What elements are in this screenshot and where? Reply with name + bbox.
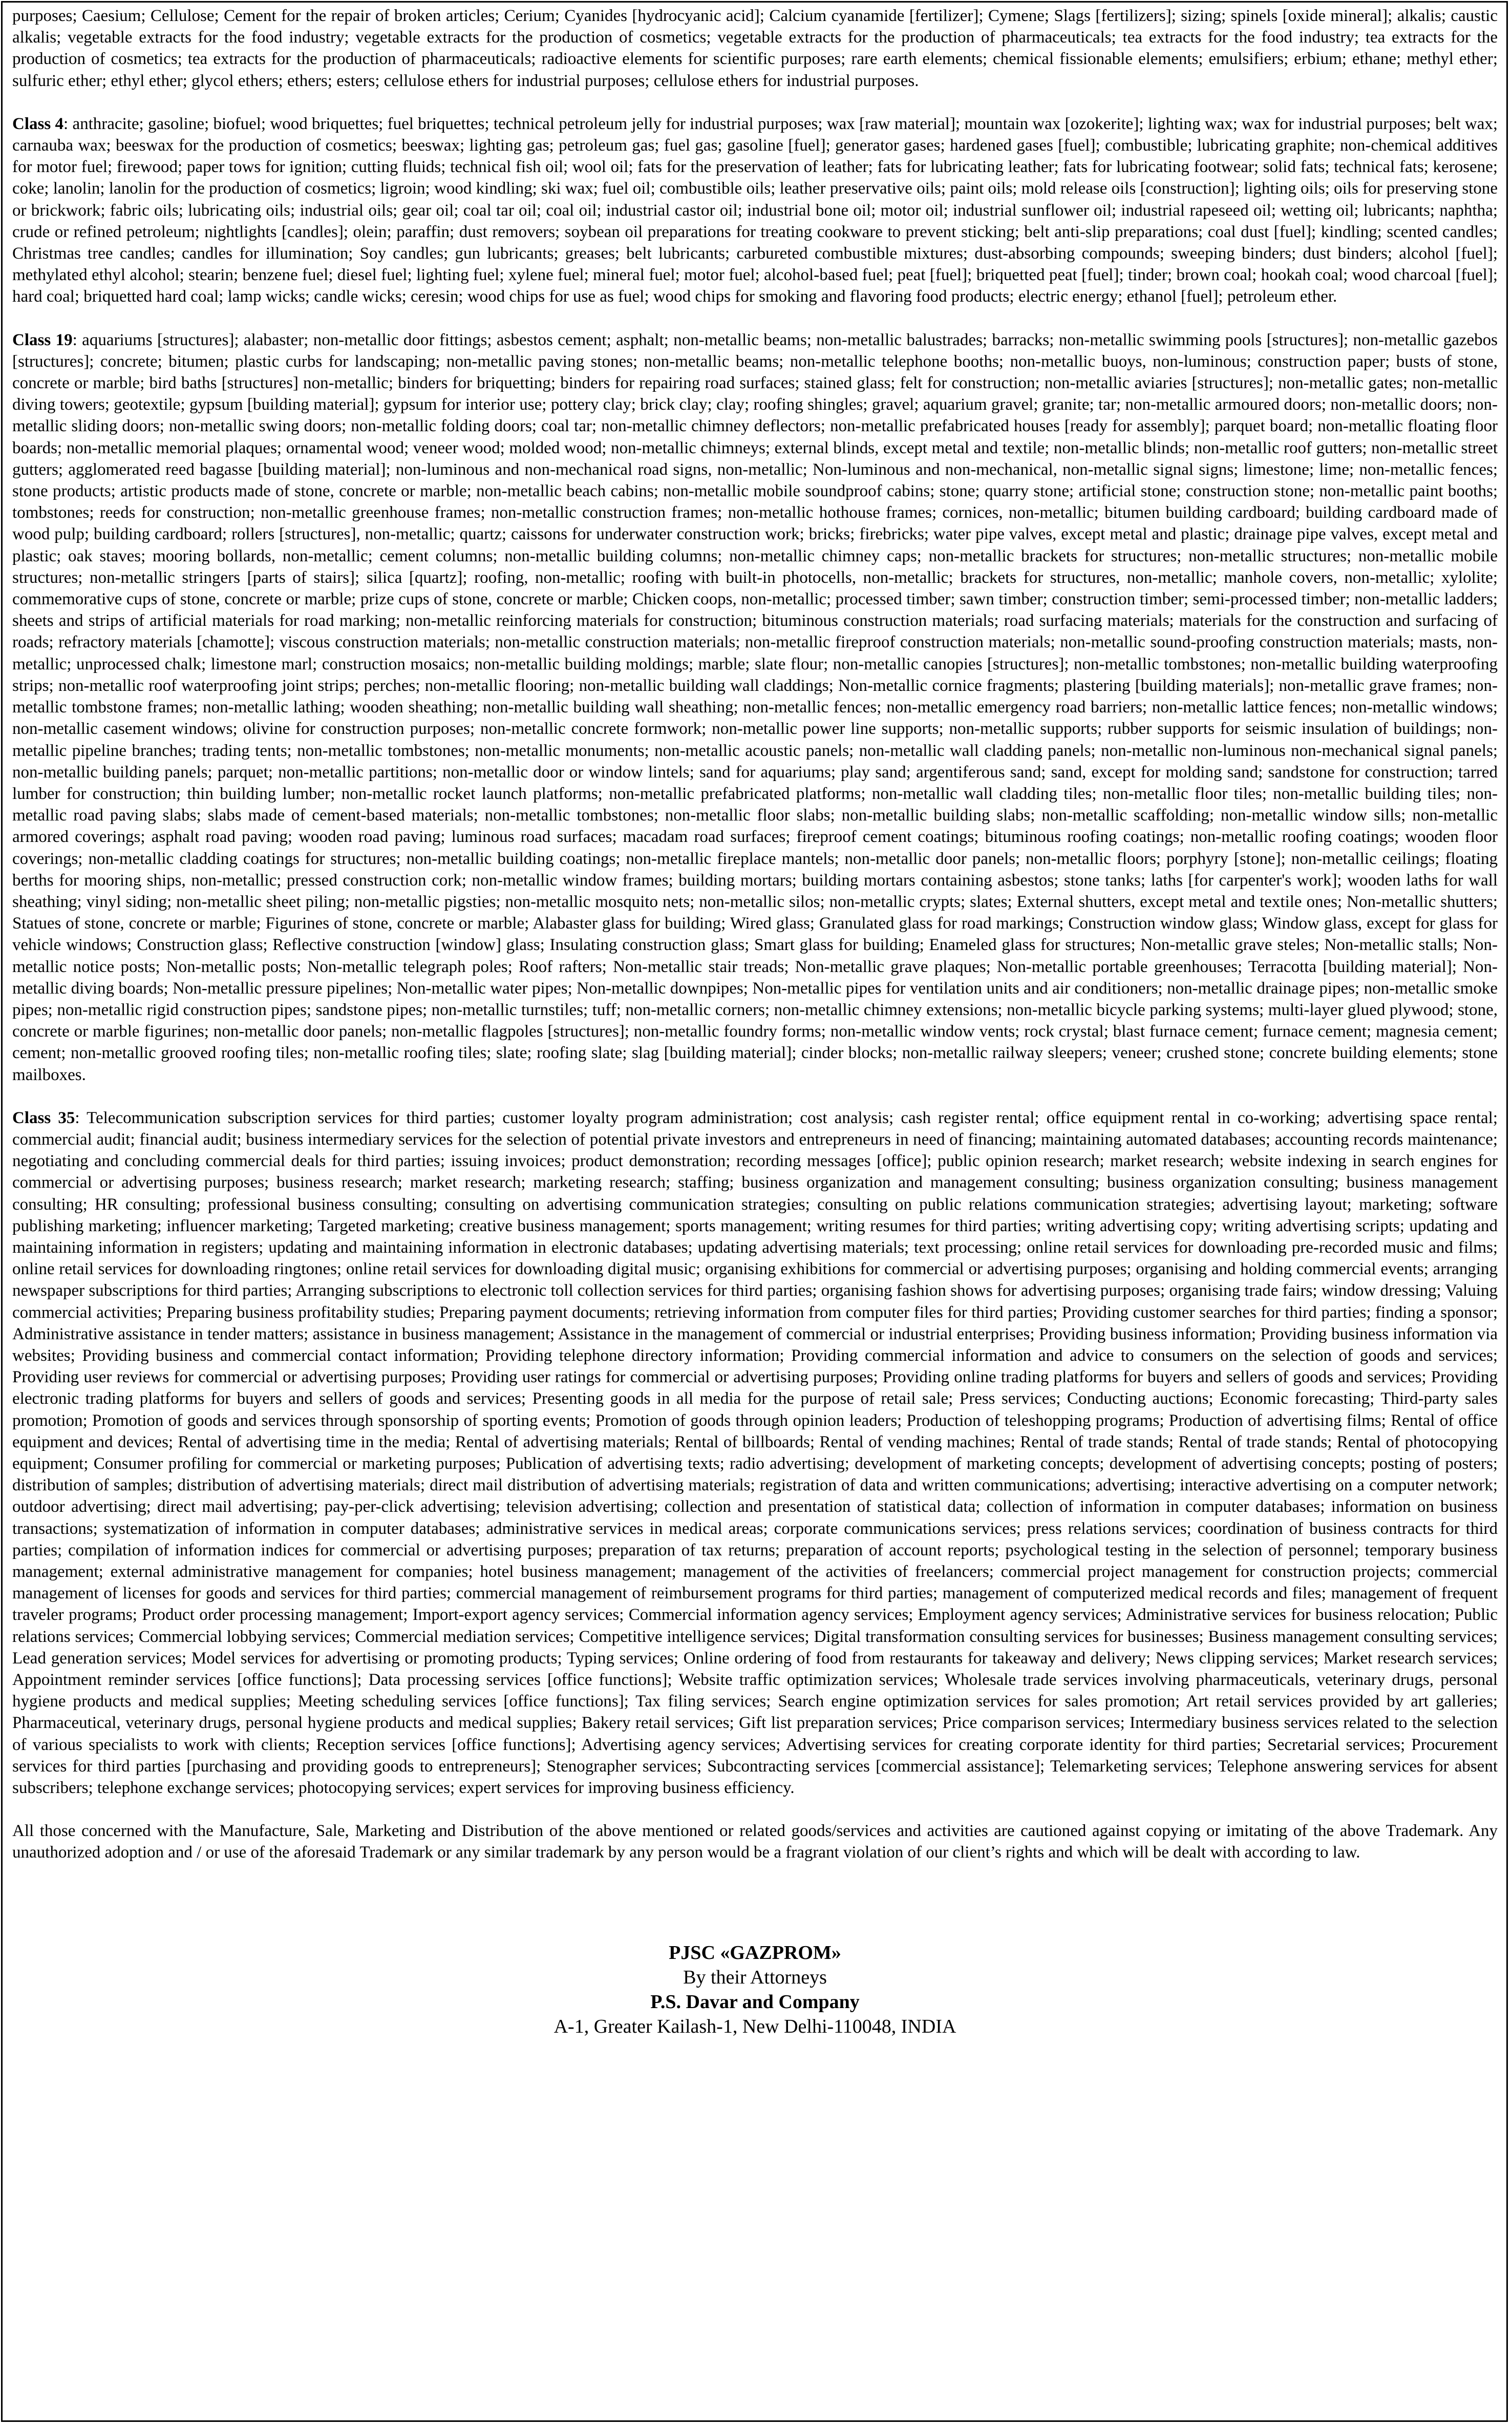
class35-paragraph xyxy=(12,1107,1498,1799)
attorney-address: A-1, Greater Kailash-1, New Delhi-110048, INDIA xyxy=(553,2015,956,2037)
signature-block xyxy=(12,1940,1498,2039)
notice-content xyxy=(12,5,1498,2039)
by-attorneys-line: By their Attorneys xyxy=(683,1966,827,1988)
class19-paragraph xyxy=(12,329,1498,1086)
caution-notice: All those concerned with the Manufacture, Sale, Marketing and Distribution of the above mentioned or related goods/services and activities are cautioned against copying or imitating of the above Trademark. Any unauthorized adoption and / or use of the aforesaid Trademark or any similar trademark by any person would be a fragrant violation of our client’s rights and which will be dealt with according to law. xyxy=(12,1822,1498,1862)
class35-heading: Class 35 xyxy=(12,1108,75,1127)
class1-continuation-paragraph: purposes; Caesium; Cellulose; Cement for the repair of broken articles; Cerium; Cyanides [hydrocyanic acid]; Calcium cyanamide [fertilizer]; Cymene; Slags [fertilizers]; sizing; spinels [oxide mineral]; alkalis; caustic alkalis; vegetable extracts for the food industry; vegetable extracts for the production of cosmetics; vegetable extracts for the production of pharmaceuticals; tea extracts for the food industry; tea extracts for the production of cosmetics; tea extracts for the production of pharmaceuticals; radioactive elements for scientific purposes; rare earth elements; chemical fissionable elements; emulsifiers; erbium; ethane; methyl ether; sulfuric ether; ethyl ether; glycol ethers; ethers; esters; cellulose ethers for industrial purposes; cellulose ethers for industrial purposes. xyxy=(12,7,1498,90)
class4-paragraph xyxy=(12,113,1498,308)
attorney-firm: P.S. Davar and Company xyxy=(650,1991,860,2013)
applicant-name: PJSC «GAZPROM» xyxy=(669,1942,841,1964)
class19-goods: : aquariums [structures]; alabaster; non-metallic door fittings; asbestos cement; asphalt; non-metallic beams; non-metallic balustrades; barracks; non-metallic swimming pools [structures]; non-metallic gazebos [structures]; concrete; bitumen; plastic curbs for landscaping; non-metallic paving stones; non-metallic beams; non-metallic telephone booths; non-metallic buoys, non-luminous; construction paper; busts of stone, concrete or marble; bird baths [structures] non-metallic; binders for briquetting; binders for repairing road surfaces; stained glass; felt for construction; non-metallic aviaries [structures]; non-metallic gates; non-metallic diving towers; geotextile; gypsum [building material]; gypsum for interior use; pottery clay; brick clay; clay; roofing shingles; gravel; aquarium gravel; granite; tar; non-metallic armoured doors; non-metallic doors; non-metallic sliding doors; non-metallic swing doors; non-metallic folding doors; coal tar; non-metallic chimney deflectors; non-metallic prefabricated houses [ready for assembly]; parquet board; non-metallic floating floor boards; non-metallic memorial plaques; ornamental wood; veneer wood; molded wood; non-metallic chimneys; external blinds, except metal and textile; non-metallic blinds; non-metallic roof gutters; non-metallic street gutters; agglomerated reed bagasse [building material]; non-luminous and non-mechanical road signs, non-metallic; Non-luminous and non-mechanical, non-metallic signal signs; limestone; lime; non-metallic fences; stone products; artistic products made of stone, concrete or marble; non-metallic beach cabins; non-metallic mobile soundproof cabins; stone; quarry stone; artificial stone; construction stone; non-metallic paint booths; tombstones; reeds for construction; non-metallic greenhouse frames; non-metallic construction frames; non-metallic hothouse frames; cornices, non-metallic; bitumen building cardboard; building cardboard made of wood pulp; building cardboard; rollers [structures], non-metallic; quartz; caissons for underwater construction work; bricks; firebricks; water pipe valves, except metal and plastic; drainage pipe valves, except metal and plastic; oak staves; mooring bollards, non-metallic; cement columns; non-metallic building columns; non-metallic chimney caps; non-metallic brackets for structures; non-metallic structures; non-metallic mobile structures; non-metallic stringers [parts of stairs]; silica [quartz]; roofing, non-metallic; roofing with built-in photocells, non-metallic; brackets for structures, non-metallic; manhole covers, non-metallic; xylolite; commemorative cups of stone, concrete or marble; prize cups of stone, concrete or marble; Chicken coops, non-metallic; processed timber; sawn timber; construction timber; semi-processed timber; non-metallic ladders; sheets and strips of artificial materials for road marking; non-metallic reinforcing materials for construction; bituminous construction materials; road surfacing materials; materials for the construction and surfacing of roads; refractory materials [chamotte]; viscous construction materials; non-metallic construction materials; non-metallic fireproof construction materials; non-metallic sound-proofing construction materials; masts, non-metallic; unprocessed chalk; limestone marl; construction mosaics; non-metallic building moldings; marble; slate flour; non-metallic canopies [structures]; non-metallic tombstones; non-metallic building waterproofing strips; non-metallic roof waterproofing joint strips; perches; non-metallic flooring; non-metallic building wall claddings; Non-metallic cornice fragments; plastering [building materials]; non-metallic grave frames; non-metallic tombstone frames; non-metallic lathing; wooden sheathing; non-metallic building wall sheathing; non-metallic fences; non-metallic emergency road barriers; non-metallic lattice fences; non-metallic windows; non-metallic casement windows; olivine for construction purposes; non-metallic concrete formwork; non-metallic power line supports; non-metallic supports; rubber supports for seismic insulation of buildings; non-metallic pipeline branches; trading tents; non-metallic tombstones; non-metallic monuments; non-metallic acoustic panels; non-metallic wall cladding panels; non-metallic non-luminous non-mechanical signal panels; non-metallic building panels; parquet; non-metallic partitions; non-metallic door or window lintels; sand for aquariums; play sand; argentiferous sand; sand, except for molding sand; sandstone for construction; tarred lumber for construction; thin building lumber; non-metallic rocket launch platforms; non-metallic prefabricated platforms; non-metallic wall cladding tiles; non-metallic floor tiles; non-metallic building tiles; non-metallic road paving slabs; slabs made of cement-based materials; non-metallic tombstones; non-metallic floor slabs; non-metallic building slabs; non-metallic scaffolding; non-metallic window sills; non-metallic armored coverings; asphalt road paving; wooden road paving; luminous road surfaces; macadam road surfaces; fireproof cement coatings; bituminous roofing coatings; non-metallic roofing coatings; wooden floor coverings; non-metallic cladding coatings for structures; non-metallic building coatings; non-metallic fireplace mantels; non-metallic door panels; non-metallic floors; porphyry [stone]; non-metallic ceilings; floating berths for mooring ships, non-metallic; pressed construction cork; non-metallic window frames; building mortars; building mortars containing asbestos; stone tanks; laths [for carpenter's work]; wooden laths for wall sheathing; vinyl siding; non-metallic sheet piling; non-metallic pigsties; non-metallic mosquito nets; non-metallic silos; non-metallic crypts; slates; External shutters, except metal and textile ones; Non-metallic shutters; Statues of stone, concrete or marble; Figurines of stone, concrete or marble; Alabaster glass for building; Wired glass; Granulated glass for road markings; Construction window glass; Window glass, except for glass for vehicle windows; Construction glass; Reflective construction [window] glass; Insulating construction glass; Smart glass for building; Enameled glass for structures; Non-metallic grave steles; Non-metallic stalls; Non-metallic notice posts; Non-metallic posts; Non-metallic telegraph poles; Roof rafters; Non-metallic stair treads; Non-metallic grave plaques; Non-metallic portable greenhouses; Terracotta [building material]; Non-metallic diving boards; Non-metallic pressure pipelines; Non-metallic water pipes; Non-metallic downpipes; Non-metallic pipes for ventilation units and air conditioners; non-metallic drainage pipes; non-metallic smoke pipes; non-metallic rigid construction pipes; sandstone pipes; non-metallic turnstiles; tuff; non-metallic corners; non-metallic chimney extensions; non-metallic bicycle parking systems; multi-layer glued plywood; stone, concrete or marble figurines; non-metallic door panels; non-metallic flagpoles [structures]; non-metallic foundry forms; non-metallic window vents; rock crystal; blast furnace cement; furnace cement; magnesia cement; cement; non-metallic grooved roofing tiles; non-metallic roofing tiles; slate; roofing slate; slag [building material]; cinder blocks; non-metallic railway sleepers; veneer; crushed stone; concrete building elements; stone mailboxes. xyxy=(12,330,1498,1084)
class4-heading: Class 4 xyxy=(12,114,63,133)
class4-goods: : anthracite; gasoline; biofuel; wood briquettes; fuel briquettes; technical petroleum jelly for industrial purposes; wax [raw material]; mountain wax [ozokerite]; lighting wax; wax for industrial purposes; belt wax; carnauba wax; beeswax for the production of cosmetics; beeswax; lighting gas; petroleum gas; fuel gas; gasoline [fuel]; generator gases; hardened gases [fuel]; combustible; lubricating graphite; non-chemical additives for motor fuel; firewood; paper tows for ignition; cutting fluids; technical fish oil; wool oil; fats for the preservation of leather; fats for lubricating leather; fats for lubricating footwear; solid fats; technical fats; kerosene; coke; lanolin; lanolin for the production of cosmetics; ligroin; wood kindling; ski wax; fuel oil; combustible oils; leather preservative oils; paint oils; mold release oils [construction]; lighting oils; oils for preserving stone or brickwork; fabric oils; lubricating oils; industrial oils; gear oil; coal tar oil; coal oil; industrial castor oil; industrial bone oil; motor oil; industrial sunflower oil; industrial rapeseed oil; wetting oil; lubricants; naphtha; crude or refined petroleum; nightlights [candles]; olein; paraffin; dust removers; soybean oil preparations for treating cookware to prevent sticking; belt anti-slip preparations; coal dust [fuel]; kindling; scented candles; Christmas tree candles; candles for illumination; Soy candles; gun lubricants; greases; belt lubricants; carbureted combustible mixtures; dust-absorbing compounds; sweeping binders; dust binders; alcohol [fuel]; methylated ethyl alcohol; stearin; benzene fuel; diesel fuel; lighting fuel; xylene fuel; mineral fuel; motor fuel; alcohol-based fuel; peat [fuel]; briquetted peat [fuel]; tinder; brown coal; hookah coal; wood charcoal [fuel]; hard coal; briquetted hard coal; lamp wicks; candle wicks; ceresin; wood chips for use as fuel; wood chips for smoking and flavoring food products; electric energy; ethanol [fuel]; petroleum ether. xyxy=(12,114,1498,306)
class35-services: : Telecommunication subscription services for third parties; customer loyalty program administration; cost analysis; cash register rental; office equipment rental in co-working; advertising space rental; commercial audit; financial audit; business intermediary services for the selection of potential private investors and entrepreneurs in need of financing; maintaining automated databases; accounting records maintenance; negotiating and concluding commercial deals for third parties; issuing invoices; product demonstration; recording messages [office]; public opinion research; market research; website indexing in search engines for commercial or advertising purposes; business research; market research; marketing research; staffing; business organization and management consulting; business organization consulting; business management consulting; HR consulting; professional business consulting; consulting on advertising communication strategies; consulting on public relations communication strategies; advertising layout; marketing; software publishing marketing; influencer marketing; Targeted marketing; creative business management; sports management; writing resumes for third parties; writing advertising copy; writing advertising scripts; updating and maintaining information in registers; updating and maintaining information in electronic databases; updating advertising materials; text processing; online retail services for downloading pre-recorded music and films; online retail services for downloading ringtones; online retail services for downloading digital music; organising exhibitions for commercial or advertising purposes; organising and holding commercial events; arranging newspaper subscriptions for third parties; Arranging subscriptions to electronic toll collection services for third parties; organising fashion shows for advertising purposes; organising trade fairs; window dressing; Valuing commercial activities; Preparing business profitability studies; Preparing payment documents; retrieving information from computer files for third parties; Providing customer searches for third parties; finding a sponsor; Administrative assistance in tender matters; assistance in business management; Assistance in the management of commercial or industrial enterprises; Providing business information; Providing business information via websites; Providing business and commercial contact information; Providing telephone directory information; Providing commercial information and advice to consumers on the selection of goods and services; Providing user reviews for commercial or advertising purposes; Providing user ratings for commercial or advertising purposes; Providing online trading platforms for buyers and sellers of goods and services; Providing electronic trading platforms for buyers and sellers of goods and services; Presenting goods in all media for the purpose of retail sale; Press services; Conducting auctions; Economic forecasting; Third-party sales promotion; Promotion of goods and services through sponsorship of sporting events; Promotion of goods through opinion leaders; Production of teleshopping programs; Production of advertising films; Rental of office equipment and devices; Rental of advertising time in the media; Rental of advertising materials; Rental of billboards; Rental of vending machines; Rental of trade stands; Rental of trade stands; Rental of photocopying equipment; Consumer profiling for commercial or marketing purposes; Publication of advertising texts; radio advertising; development of marketing concepts; development of advertising concepts; posting of posters; distribution of samples; distribution of advertising materials; direct mail distribution of advertising materials; registration of data and written communications; advertising; interactive advertising on a computer network; outdoor advertising; direct mail advertising; pay-per-click advertising; television advertising; collection and presentation of statistical data; collection of information in computer databases; information on business transactions; systematization of information in computer databases; administrative services in medical areas; corporate communications services; press relations services; coordination of business contracts for third parties; compilation of information indices for commercial or advertising purposes; preparation of tax returns; preparation of account reports; psychological testing in the selection of personnel; temporary business management; external administrative management for companies; hotel business management; management of the activities of freelancers; commercial project management for construction projects; commercial management of licenses for goods and services for third parties; commercial management of reimbursement programs for third parties; management of computerized medical records and files; management of frequent traveler programs; Product order processing management; Import-export agency services; Commercial information agency services; Employment agency services; Administrative services for business relocation; Public relations services; Commercial lobbying services; Commercial mediation services; Competitive intelligence services; Digital transformation consulting services for businesses; Business management consulting services; Lead generation services; Model services for advertising or promoting products; Typing services; Online ordering of food from restaurants for takeaway and delivery; News clipping services; Market research services; Appointment reminder services [office functions]; Data processing services [office functions]; Website traffic optimization services; Wholesale trade services involving pharmaceuticals, veterinary drugs, personal hygiene products and medical supplies; Meeting scheduling services [office functions]; Tax filing services; Search engine optimization services for sales promotion; Art retail services provided by art galleries; Pharmaceutical, veterinary drugs, personal hygiene products and medical supplies; Bakery retail services; Gift list preparation services; Price comparison services; Intermediary business services related to the selection of various specialists to work with clients; Reception services [office functions]; Advertising agency services; Advertising services for creating corporate identity for third parties; Secretarial services; Procurement services for third parties [purchasing and providing goods to entrepreneurs]; Stenographer services; Subcontracting services [commercial assistance]; Telemarketing services; Telephone answering services for absent subscribers; telephone exchange services; photocopying services; expert services for improving business efficiency. xyxy=(12,1108,1498,1798)
class19-heading: Class 19 xyxy=(12,330,73,349)
